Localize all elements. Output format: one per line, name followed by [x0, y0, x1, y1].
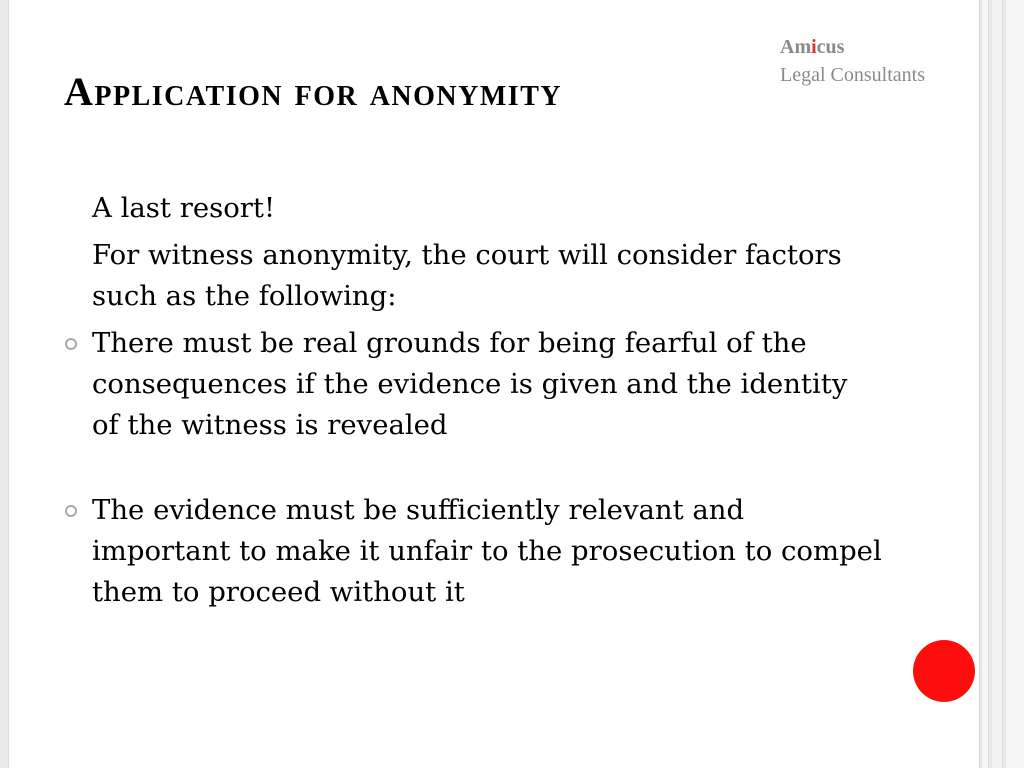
side-border-strip — [992, 0, 1003, 768]
brand-name-part: Am — [780, 36, 812, 58]
bullet-circle-icon — [65, 505, 77, 517]
side-border-strip — [982, 0, 989, 768]
bullet-text: The evidence must be sufficiently relevant and important to make it unfair to the prosecution to compel them to proceed without it — [92, 494, 882, 608]
bullet-circle-icon — [65, 338, 77, 350]
intro-text: For witness anonymity, the court will consider factors such as the following: — [92, 239, 842, 312]
bullet-item — [92, 490, 882, 613]
slide-body — [92, 188, 882, 613]
brand-subtitle: Legal Consultants — [780, 64, 925, 86]
brand-name — [780, 33, 980, 61]
side-border-strip — [1006, 0, 1024, 768]
brand-name-part: cus — [816, 36, 845, 58]
brand-name-accent: i — [811, 36, 817, 58]
red-circle-decoration — [913, 640, 975, 702]
intro-text: A last resort! — [92, 192, 276, 224]
slide-title: Application for anonymity — [64, 69, 563, 114]
bullet-text: There must be real grounds for being fearful of the consequences if the evidence is given and the identity of the witness is revealed — [92, 327, 848, 441]
brand-logo — [780, 33, 980, 89]
bullet-item — [92, 323, 882, 446]
